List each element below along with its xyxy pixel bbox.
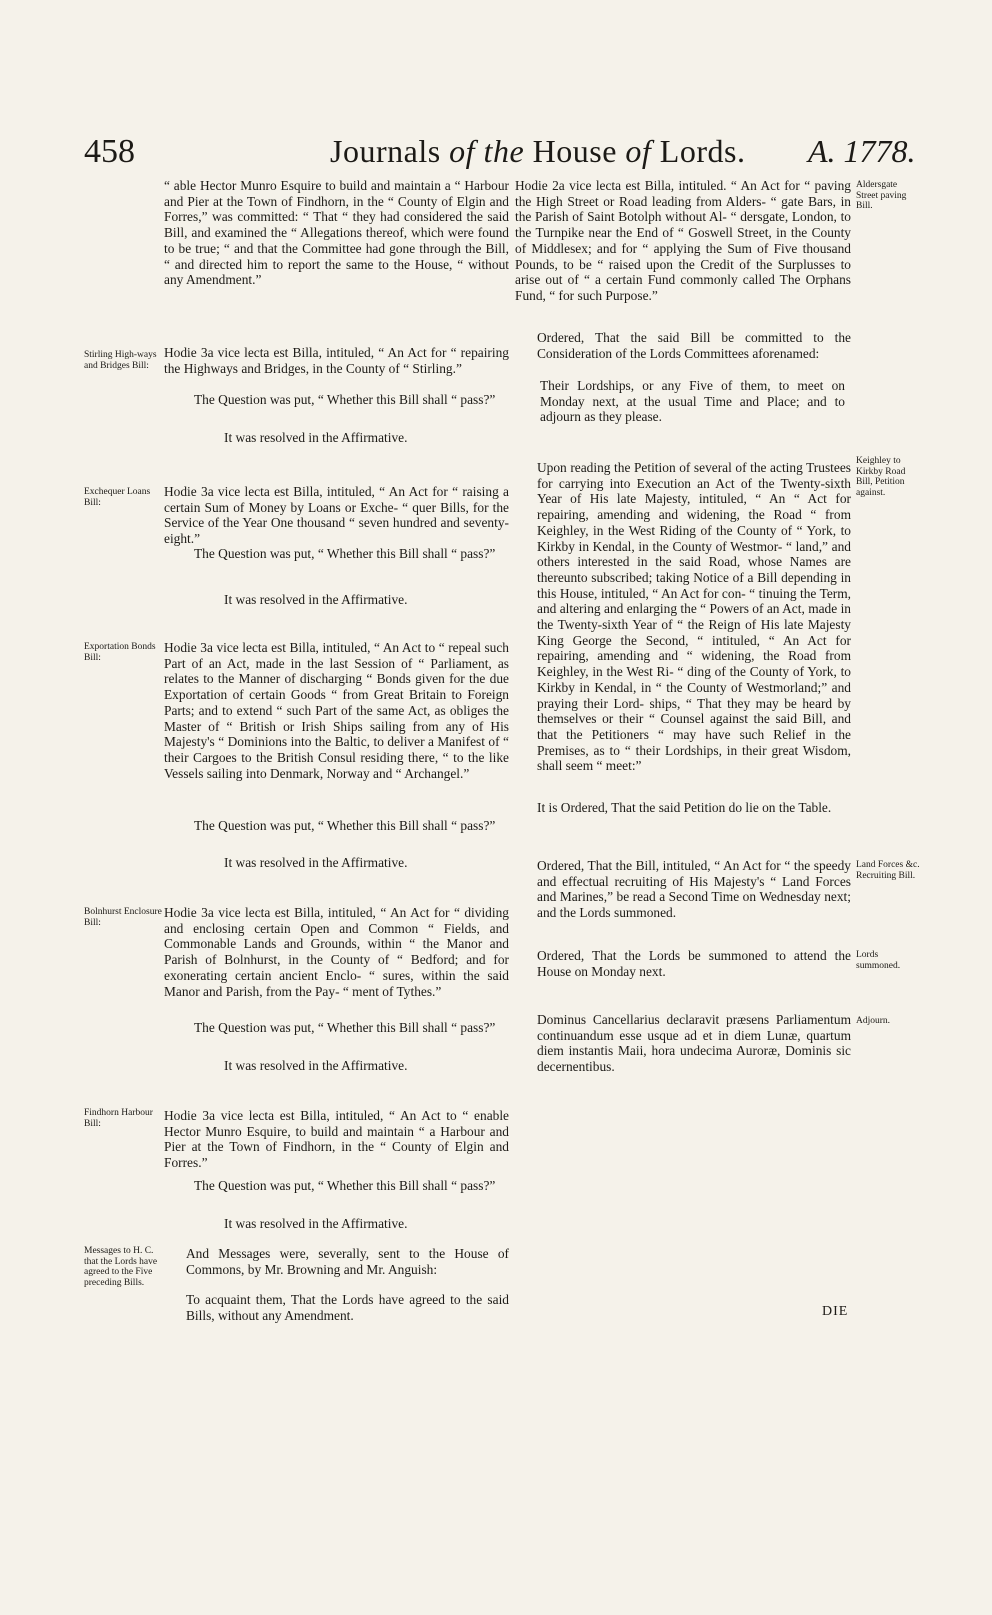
note-messages: Messages to H. C. that the Lords have agreed to the Five preceding Bills. xyxy=(84,1246,158,1288)
catchword: DIE xyxy=(822,1304,849,1319)
exchequer-question: The Question was put, “ Whether this Bill shall “ pass?” xyxy=(194,546,496,561)
title-journals: Journals xyxy=(330,133,441,169)
note-land-forces: Land Forces &c. Recruiting Bill. xyxy=(856,860,920,881)
note-exportation: Exportation Bonds Bill: xyxy=(84,642,156,663)
findhorn-bill-reading: Hodie 3a vice lecta est Billa, intituled, “ An Act to “ enable Hector Munro Esquire, to build and maintain “ a Harbour and Pier at the Town of Findhorn, in the “ County of Elgin and Forres.” xyxy=(164,1108,509,1171)
exportation-question: The Question was put, “ Whether this Bill shall “ pass?” xyxy=(194,818,496,833)
adjournment: Dominus Cancellarius declaravit præsens Parliamentum continuandum esse usque ad et in diem Lunæ, quartum diem instantis Maii, hora undecima Auroræ, Dominis sic decernentibus. xyxy=(537,1012,851,1075)
year: A. 1778. xyxy=(808,133,916,169)
exchequer-bill-reading: Hodie 3a vice lecta est Billa, intituled, “ An Act for “ raising a certain Sum of Money by Loans or Exche- “ quer Bills, for the Service of the Year One thousand “ seven hundred and seventy-eight.” xyxy=(164,484,509,547)
title-house: House xyxy=(532,133,617,169)
note-aldersgate: Aldersgate Street paving Bill. xyxy=(856,180,907,211)
note-exchequer: Exchequer Loans Bill: xyxy=(84,487,151,508)
keighley-petition: Upon reading the Petition of several of the acting Trustees for carrying into Execution an Act of the Twenty-sixth Year of His late Majesty, intituled, “ An “ Act for repairing, amending and widening, the Road “ from Keighley, in the West Riding of the County of “ York, to Kirkby in Kendal, in the County of Westmor- “ land,” and others interested in the said Road, whose Names are thereunto subscribed; taking Notice of a Bill depending in this House, intituled, “ An Act for con- “ tinuing the Term, and altering and enlarging the “ Powers of an Act, made in the Twenty-sixth Year of “ the Reign of His late Majesty King George the Second, “ intituled, “ An Act for repairing, amending and “ widening, the Road from Keighley, in the West Ri- “ ding of the County of York, to Kirkby in Kendal, in “ the County of Westmorland;” and praying their Lord- ships, “ That they may be heard by themselves or their “ Counsel against the said Bill, and that the Petitioners “ may have such Relief in the Premises, as to “ their Lordships, in their great Wisdom, shall seem “ meet:” xyxy=(537,460,851,774)
bolnhurst-bill-reading: Hodie 3a vice lecta est Billa, intituled, “ An Act for “ dividing and enclosing certain Open and Common “ Fields, and Commonable Lands and Grounds, within “ the Manor and Parish of Bolnhurst, in the County of “ Bedford; and for exonerating certain ancient Enclo- “ sures, within the said Manor and Parish, from the Pay- “ ment of Tythes.” xyxy=(164,905,509,999)
exportation-resolution: It was resolved in the Affirmative. xyxy=(224,855,408,870)
note-adjourn: Adjourn. xyxy=(856,1016,891,1026)
findhorn-report-paragraph: “ able Hector Munro Esquire to build and maintain a “ Harbour and Pier at the Town of Findhorn, in the “ County of Elgin and Forres,” was committed: “ That “ they had considered the said Bill, and examined the “ Allegations thereof, which were found to be true; “ and that the Committee had gone through the Bill, “ and directed him to report the same to the House, “ without any Amendment.” xyxy=(164,178,509,288)
findhorn-question: The Question was put, “ Whether this Bill shall “ pass?” xyxy=(194,1178,496,1193)
ordered-commit: Ordered, That the said Bill be committed to the Consideration of the Lords Committees aforenamed: xyxy=(537,330,851,361)
page-number: 458 xyxy=(84,133,135,170)
bolnhurst-resolution: It was resolved in the Affirmative. xyxy=(224,1058,408,1073)
note-bolnhurst: Bolnhurst Enclosure Bill: xyxy=(84,907,162,928)
bolnhurst-question: The Question was put, “ Whether this Bill shall “ pass?” xyxy=(194,1020,496,1035)
acquaint-paragraph: To acquaint them, That the Lords have agreed to the said Bills, without any Amendment. xyxy=(186,1292,509,1323)
title-lords: Lords. xyxy=(659,133,746,169)
stirling-question: The Question was put, “ Whether this Bill shall “ pass?” xyxy=(194,392,496,407)
findhorn-resolution: It was resolved in the Affirmative. xyxy=(224,1216,408,1231)
lordships-meet: Their Lordships, or any Five of them, to meet on Monday next, at the usual Time and Place; and to adjourn as they please. xyxy=(540,378,845,425)
title-of-2: of xyxy=(625,133,652,169)
exportation-bill-reading: Hodie 3a vice lecta est Billa, intituled, “ An Act to “ repeal such Part of an Act, made in the last Session of “ Parliament, as relates to the Manner of discharging “ Bonds given for the due Exportation of certain Goods “ from Great Britain to Foreign Parts; and to extend “ such Part of the same Act, as obliges the Master of “ British or Irish Ships sailing from any of His Majesty's “ Dominions into the Baltic, to deliver a Manifest of “ their Cargoes to the British Consul residing there, “ to the like Vessels sailing into Denmark, Norway and “ Archangel.” xyxy=(164,640,509,781)
aldersgate-bill-reading: Hodie 2a vice lecta est Billa, intituled. “ An Act for “ paving the High Street or Road leading from Alders- “ gate Bars, in the Parish of Saint Botolph without Al- “ dersgate, London, to the Turnpike near the End of “ Goswell Street, in the County of Middlesex; and for “ applying the Sum of Five thousand Pounds, to be “ raised upon the Credit of the Surplusses to arise out of “ a certain Fund commonly called The Orphans Fund, “ for such Purpose.” xyxy=(515,178,851,303)
stirling-resolution: It was resolved in the Affirmative. xyxy=(224,430,408,445)
messages-paragraph: And Messages were, severally, sent to the House of Commons, by Mr. Browning and Mr. Anguish: xyxy=(186,1246,509,1277)
note-keighley: Keighley to Kirkby Road Bill, Petition against. xyxy=(856,456,906,498)
running-title xyxy=(330,133,745,170)
title-the: the xyxy=(483,133,525,169)
title-of: of xyxy=(449,133,476,169)
note-summoned: Lords summoned. xyxy=(856,950,901,971)
stirling-bill-reading: Hodie 3a vice lecta est Billa, intituled, “ An Act for “ repairing the Highways and Bridges, in the County of “ Stirling.” xyxy=(164,345,509,376)
note-stirling: Stirling High-ways and Bridges Bill: xyxy=(84,350,157,371)
petition-lie-on-table: It is Ordered, That the said Petition do lie on the Table. xyxy=(537,800,832,815)
land-forces-order: Ordered, That the Bill, intituled, “ An Act for “ the speedy and effectual recruiting of His Majesty's “ Land Forces and Marines,” be read a Second Time on Wednesday next; and the Lords summoned. xyxy=(537,858,851,921)
note-findhorn: Findhorn Harbour Bill: xyxy=(84,1108,153,1129)
exchequer-resolution: It was resolved in the Affirmative. xyxy=(224,592,408,607)
lords-summoned-order: Ordered, That the Lords be summoned to attend the House on Monday next. xyxy=(537,948,851,979)
